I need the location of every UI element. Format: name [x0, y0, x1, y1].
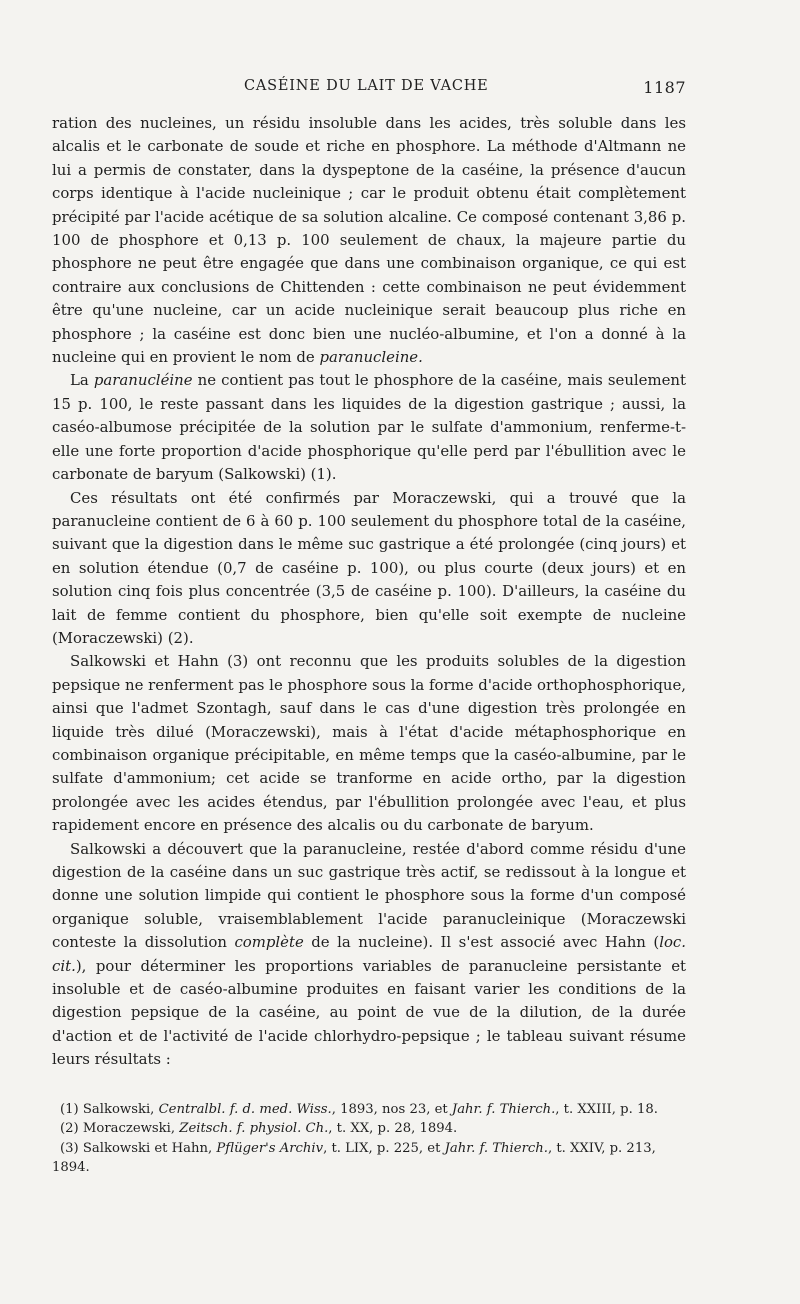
- running-header: [52, 72, 686, 98]
- text-run: ne contient pas tout le phosphore de la caséine, mais seulement 15 p. 100, le reste passant dans les liquides de la digestion gastrique ; aussi, la caséo-albumose précipitée de la solution par le sulfate d'ammonium, renferme-t-elle une forte proportion d'acide phosphorique qu'elle perd par l'ébullition avec le carbonate de baryum (Salkowski) (1).: [52, 371, 687, 484]
- text-run: (2) Moraczewski,: [60, 1121, 180, 1137]
- text-run: de la nucleine). Il s'est associé avec Hahn (: [303, 933, 660, 952]
- italic-text: Jahr. f. Thierch.: [444, 1140, 548, 1156]
- book-page: [52, 72, 686, 1178]
- footnote-separator: [52, 1072, 686, 1100]
- text-run: , 1893, nos 23, et: [331, 1101, 452, 1117]
- main-text: [52, 112, 686, 1072]
- text-run: , t. XXIV, p. 213, 1894.: [52, 1140, 656, 1176]
- paragraph: [52, 838, 686, 1072]
- text-run: , t. LIX, p. 225, et: [323, 1140, 445, 1156]
- text-run: (3) Salkowski et Hahn,: [60, 1140, 217, 1156]
- paragraph: [52, 369, 686, 486]
- italic-text: complète: [234, 933, 304, 952]
- text-run: Salkowski a découvert que la paranucleine, restée d'abord comme résidu d'une digestion de la caséine dans un suc gastrique très actif, se redissout à la longue et donne une solution limpide qui contient le phosphore sous la forme d'un composé organique soluble, vraisemblablement l'acide paranucleinique (Moraczewski conteste la dissolution: [52, 839, 686, 952]
- text-run: , t. XXIII, p. 18.: [555, 1101, 658, 1117]
- footnote: [52, 1100, 686, 1120]
- text-run: Salkowski et Hahn (3) ont reconnu que les produits solubles de la digestion pepsique ne renferment pas le phosphore sous la forme d'acide orthophosphorique, ainsi que l'admet Szontagh, sauf dans le cas d'une digestion très prolongée en liquide très dilué (Moraczewski), mais à l'état d'acide métaphosphorique en combinaison organique précipitable, en même temps que la caséo-albumine, par le sulfate d'ammonium; cet acide se tranforme en acide ortho, par la digestion prolongée avec les acides étendus, par l'ébullition prolongée avec l'eau, et plus rapidement encore en présence des alcalis ou du carbonate de baryum.: [52, 652, 686, 835]
- page-number: 1187: [643, 78, 686, 97]
- italic-text: Pflüger's Archiv: [216, 1140, 324, 1156]
- text-run: ), pour déterminer les proportions variables de paranucleine persistante et insoluble et de caséo-albumine produites en faisant varier les conditions de la digestion pepsique de la caséine, au point de vue de la dilution, de la durée d'action et de l'activité de l'acide chlorhydro-pepsique ; le tableau suivant résume leurs résultats :: [52, 956, 686, 1069]
- footnotes: [52, 1100, 686, 1178]
- paragraph: [52, 650, 686, 837]
- italic-text: Centralbl. f. d. med. Wiss.: [158, 1101, 332, 1117]
- footnote: [52, 1119, 686, 1139]
- italic-text: paranucléine: [93, 371, 193, 390]
- italic-text: paranucleine.: [319, 348, 423, 367]
- paragraph: [52, 487, 686, 651]
- text-run: , t. XX, p. 28, 1894.: [328, 1121, 458, 1137]
- paragraph: [52, 112, 686, 369]
- running-title: CASÉINE DU LAIT DE VACHE: [244, 78, 489, 94]
- text-run: (1) Salkowski,: [60, 1101, 159, 1117]
- text-run: Ces résultats ont été confirmés par Moraczewski, qui a trouvé que la paranucleine contient de 6 à 60 p. 100 seulement du phosphore total de la caséine, suivant que la digestion dans le même suc gastrique a été prolongée (cinq jours) et en solution étendue (0,7 de caséine p. 100), ou plus courte (deux jours) et en solution cinq fois plus concentrée (3,5 de caséine p. 100). D'ailleurs, la caséine du lait de femme contient du phosphore, bien qu'elle soit exempte de nucleine (Moraczewski) (2).: [52, 488, 686, 647]
- italic-text: Jahr. f. Thierch.: [451, 1101, 556, 1117]
- italic-text: loc. cit.: [52, 933, 686, 975]
- text-run: La: [70, 371, 94, 390]
- text-run: ration des nucleines, un résidu insoluble dans les acides, très soluble dans les alcalis et le carbonate de soude et riche en phosphore. La méthode d'Altmann ne lui a permis de constater, dans la dyspeptone de la caséine, la présence d'aucun corps identique à l'acide nucleinique ; car le produit obtenu était complètement précipité par l'acide acétique de sa solution alcaline. Ce composé contenant 3,86 p. 100 de phosphore et 0,13 p. 100 seulement de chaux, la majeure partie du phosphore ne peut être engagée que dans une combinaison organique, ce qui est contraire aux conclusions de Chittenden : cette combinaison ne peut évidemment être qu'une nucleine, car un acide nucleinique serait beaucoup plus riche en phosphore ; la caséine est donc bien une nucléo-albumine, et l'on a donné à la nucleine qui en provient le nom de: [52, 114, 686, 367]
- italic-text: Zeitsch. f. physiol. Ch.: [179, 1121, 329, 1137]
- footnote: [52, 1139, 686, 1178]
